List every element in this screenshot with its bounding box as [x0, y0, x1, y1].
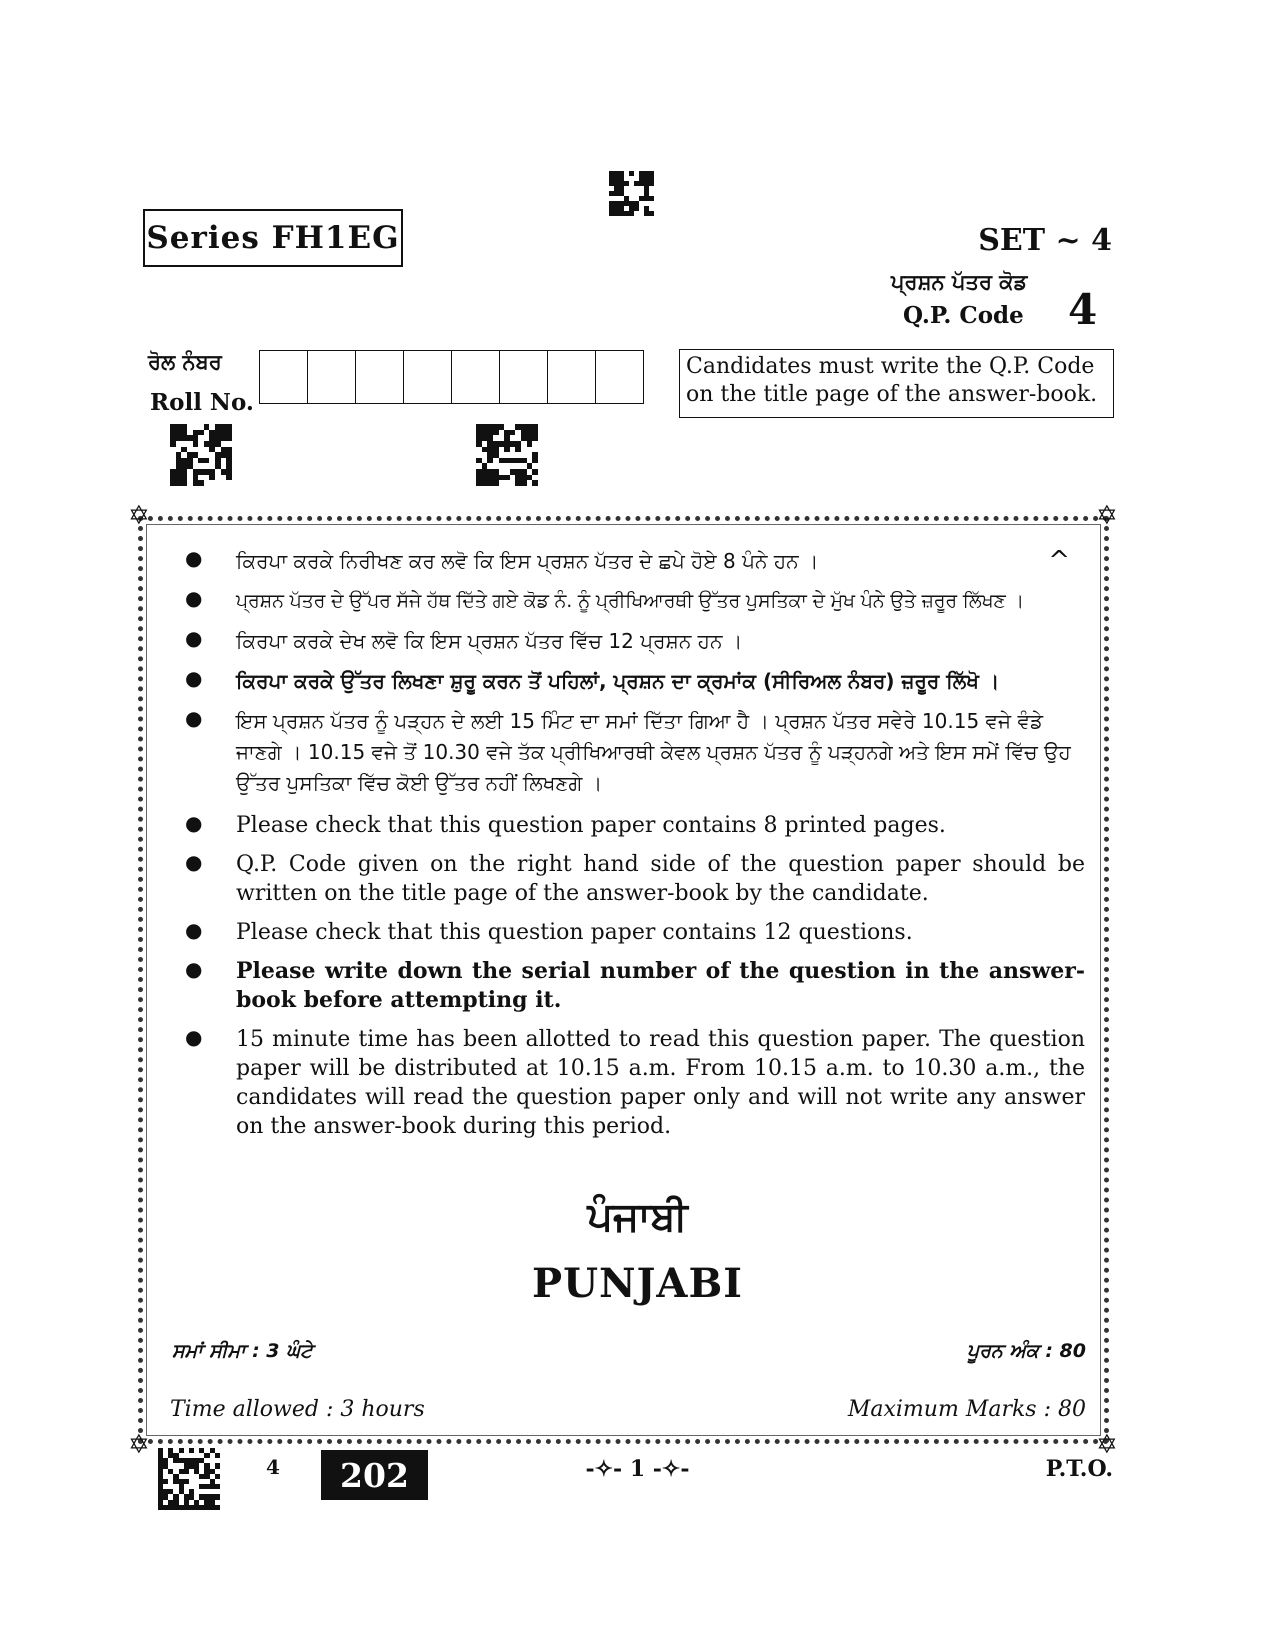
list-item [175, 586, 1085, 616]
instruction-pa-5: ਇਸ ਪ੍ਰਸ਼ਨ ਪੱਤਰ ਨੂੰ ਪੜ੍ਹਨ ਦੇ ਲਈ 15 ਮਿੰਟ ਦਾ ਸਮਾਂ ਦਿੱਤਾ ਗਿਆ ਹੈ । ਪ੍ਰਸ਼ਨ ਪੱਤਰ ਸਵੇਰੇ 10.15 ਵਜੇ ਵੰਡੇ ਜਾਣਗੇ । 10.15 ਵਜੇ ਤੋਂ 10.30 ਵਜੇ ਤੱਕ ਪ੍ਰੀਖਿਆਰਥੀ ਕੇਵਲ ਪ੍ਰਸ਼ਨ ਪੱਤਰ ਨੂੰ ਪੜ੍ਹਨਗੇ ਅਤੇ ਇਸ ਸਮੇਂ ਵਿੱਚ ਉਹ ਉੱਤਰ ਪੁਸਤਿਕਾ ਵਿੱਚ ਕੋਈ ਉੱਤਰ ਨਹੀਂ ਲਿਖਣਗੇ । [236, 709, 1071, 795]
time-allowed: Time allowed : 3 hours [170, 1397, 425, 1422]
max-marks-punjabi: ਪੂਰਨ ਅੰਕ : 80 [966, 1340, 1086, 1362]
roll-digit-box[interactable] [260, 350, 308, 404]
series-box [143, 209, 403, 267]
max-marks: Maximum Marks : 80 [847, 1397, 1086, 1422]
instruction-en-2: Q.P. Code given on the right hand side of the question paper should be written on the title page of the answer-book by the candidate. [236, 852, 1085, 906]
series-label: Series FH1EG [146, 220, 400, 256]
paper-code: 202 [340, 1455, 409, 1495]
time-allowed-punjabi: ਸਮਾਂ ਸੀਮਾ : 3 ਘੰਟੇ [172, 1340, 313, 1362]
instructions-list [175, 546, 1085, 1141]
list-item [175, 546, 1085, 576]
roll-digit-box[interactable] [404, 350, 452, 404]
list-item [175, 811, 1085, 840]
page-number: -✧- 1 -✧- [585, 1456, 690, 1482]
instruction-pa-3: ਕਿਰਪਾ ਕਰਕੇ ਦੇਖ ਲਵੋ ਕਿ ਇਸ ਪ੍ਰਸ਼ਨ ਪੱਤਰ ਵਿੱਚ 12 ਪ੍ਰਸ਼ਨ ਹਨ । [236, 629, 743, 653]
bullet-icon: ● [185, 1025, 203, 1049]
roll-number-boxes[interactable] [259, 350, 644, 404]
bullet-icon: ● [185, 850, 203, 874]
list-item [175, 850, 1085, 908]
set-label: SET ~ 4 [978, 223, 1112, 258]
star-icon: ✡ [1096, 501, 1118, 531]
star-icon: ✡ [128, 1430, 150, 1460]
list-item [175, 918, 1085, 947]
qp-code-value: 4 [1068, 285, 1098, 334]
subject-title: PUNJABI [531, 1260, 743, 1307]
bullet-icon: ● [185, 811, 203, 835]
roll-number-label-punjabi: ਰੋਲ ਨੰਬਰ [148, 350, 222, 374]
roll-number-label: Roll No. [150, 389, 254, 416]
list-item [175, 626, 1085, 656]
bullet-icon: ● [185, 706, 203, 730]
qr-code-left [170, 424, 232, 486]
list-item [175, 957, 1085, 1015]
list-item [175, 1025, 1085, 1141]
instruction-en-5: 15 minute time has been allotted to read this question paper. The question paper will be distributed at 10.15 a.m. From 10.15 a.m. to 10.30 a.m., the candidates will read the question paper only and will not write any answer on the answer-book during this period. [236, 1027, 1085, 1139]
bullet-icon: ● [185, 666, 203, 690]
roll-digit-box[interactable] [548, 350, 596, 404]
qp-code-label-punjabi: ਪ੍ਰਸ਼ਨ ਪੱਤਰ ਕੋਡ [891, 270, 1028, 294]
qr-code-middle [476, 424, 538, 486]
bullet-icon: ● [185, 626, 203, 650]
instruction-en-3: Please check that this question paper contains 12 questions. [236, 920, 913, 945]
instruction-en-4: Please write down the serial number of the question in the answer-book before attempting it. [236, 958, 1085, 1013]
star-icon: ✡ [1096, 1430, 1118, 1460]
instruction-pa-1: ਕਿਰਪਾ ਕਰਕੇ ਨਿਰੀਖਣ ਕਰ ਲਵੋ ਕਿ ਇਸ ਪ੍ਰਸ਼ਨ ਪੱਤਰ ਦੇ ਛਪੇ ਹੋਏ 8 ਪੰਨੇ ਹਨ । [236, 549, 819, 573]
roll-digit-box[interactable] [452, 350, 500, 404]
qp-code-label: Q.P. Code [903, 302, 1024, 329]
subject-title-punjabi: ਪੰਜਾਬੀ [587, 1194, 688, 1240]
bullet-icon: ● [185, 546, 203, 570]
star-icon: ✡ [128, 501, 150, 531]
bullet-icon: ● [185, 918, 203, 942]
list-item [175, 666, 1085, 696]
qp-code-notice: Candidates must write the Q.P. Code on the title page of the answer-book. [679, 349, 1114, 418]
instruction-pa-4: ਕਿਰਪਾ ਕਰਕੇ ਉੱਤਰ ਲਿਖਣਾ ਸ਼ੁਰੂ ਕਰਨ ਤੋਂ ਪਹਿਲਾਂ, ਪ੍ਰਸ਼ਨ ਦਾ ਕ੍ਰਮਾਂਕ (ਸੀਰਿਅਲ ਨੰਬਰ) ਜ਼ਰੂਰ ਲਿੱਖੋ । [236, 669, 1000, 693]
bullet-icon: ● [185, 586, 203, 610]
roll-digit-box[interactable] [596, 350, 644, 404]
instruction-en-1: Please check that this question paper contains 8 printed pages. [236, 813, 946, 838]
list-item [175, 706, 1085, 799]
pto-label: P.T.O. [1045, 1456, 1113, 1482]
bullet-icon: ● [185, 957, 203, 981]
instruction-pa-2: ਪ੍ਰਸ਼ਨ ਪੱਤਰ ਦੇ ਉੱਪਰ ਸੱਜੇ ਹੱਥ ਦਿੱਤੇ ਗਏ ਕੋਡ ਨੰ. ਨੂੰ ਪ੍ਰੀਖਿਆਰਥੀ ਉੱਤਰ ਪੁਸਤਿਕਾ ਦੇ ਮੁੱਖ ਪੰਨੇ ਉਤੇ ਜ਼ਰੂਰ ਲਿੱਖਣ । [236, 590, 1025, 612]
roll-digit-box[interactable] [356, 350, 404, 404]
roll-digit-box[interactable] [308, 350, 356, 404]
caret-icon: ^ [1048, 546, 1070, 576]
qr-code-top [609, 171, 654, 216]
roll-digit-box[interactable] [500, 350, 548, 404]
footer-set-number: 4 [266, 1455, 280, 1479]
